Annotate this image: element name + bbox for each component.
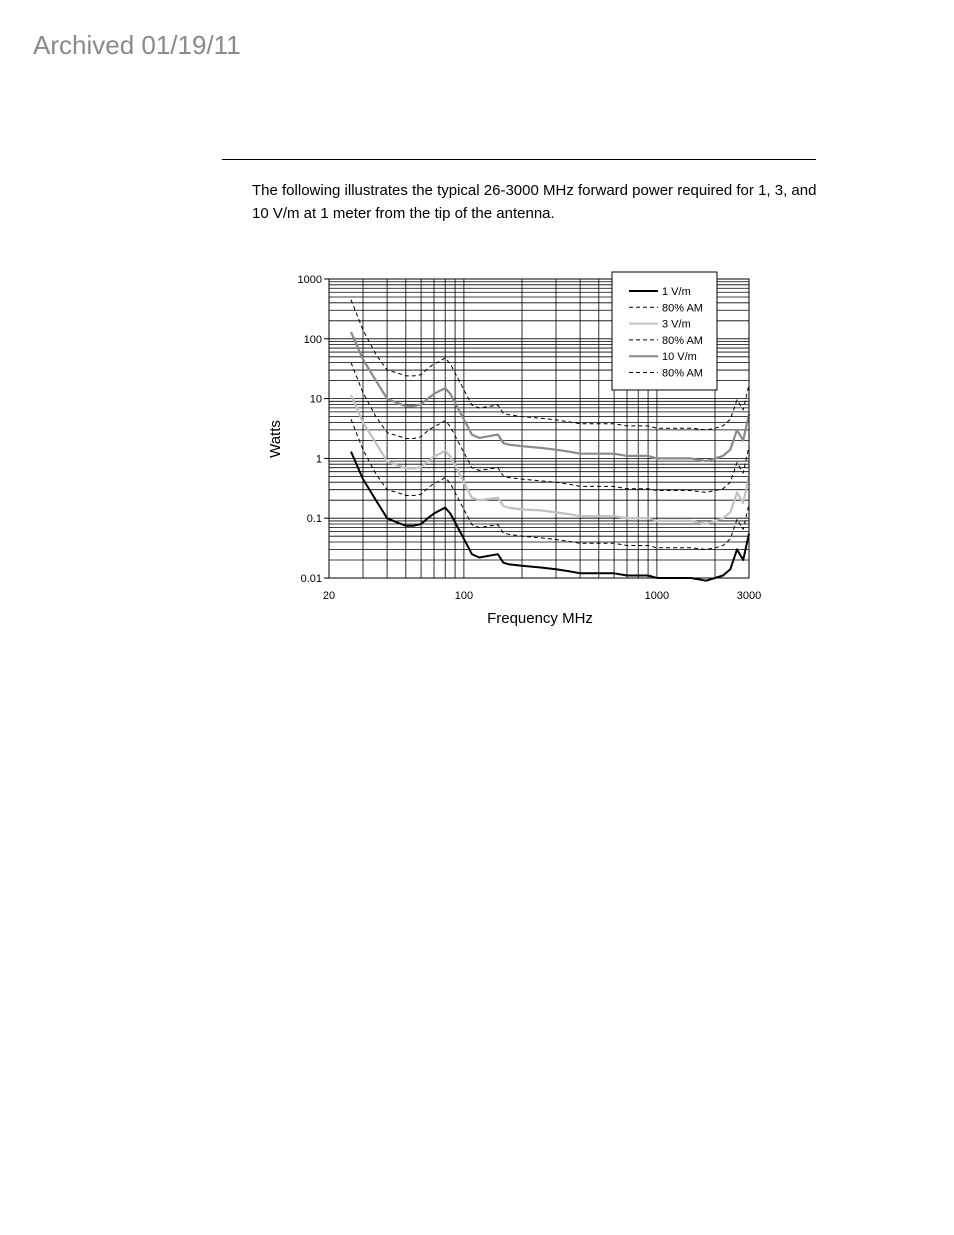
intro-paragraph: The following illustrates the typical 26-3000 MHz forward power required for 1, 3, and 10 V/m at 1 meter from the tip of the antenna.: [252, 182, 817, 222]
y-tick-label: 10: [309, 393, 322, 406]
x-tick-label: 3000: [736, 590, 762, 602]
legend-label-2: 3 V/m: [662, 318, 691, 331]
legend-label-5: 80% AM: [662, 367, 703, 380]
y-tick-label: 1000: [297, 274, 322, 286]
y-tick-label: 0.1: [306, 513, 322, 526]
legend-label-1: 80% AM: [662, 302, 703, 315]
y-tick-label: 100: [303, 333, 322, 346]
x-axis-label: Frequency MHz: [487, 610, 593, 627]
series-line-1: [351, 419, 749, 549]
archive-stamp: Archived 01/19/11: [33, 30, 241, 60]
series-line-0: [351, 452, 749, 581]
y-tick-label: 0.01: [300, 573, 322, 585]
legend: [612, 272, 717, 390]
x-tick-label: 20: [322, 590, 336, 602]
legend-label-3: 80% AM: [662, 334, 703, 347]
legend-label-0: 1 V/m: [662, 286, 691, 298]
y-tick-label: 1: [315, 453, 322, 466]
x-tick-label: 1000: [644, 590, 670, 602]
legend-label-4: 10 V/m: [662, 351, 697, 364]
y-axis-label: Watts: [267, 420, 284, 458]
x-tick-label: 100: [454, 590, 474, 602]
